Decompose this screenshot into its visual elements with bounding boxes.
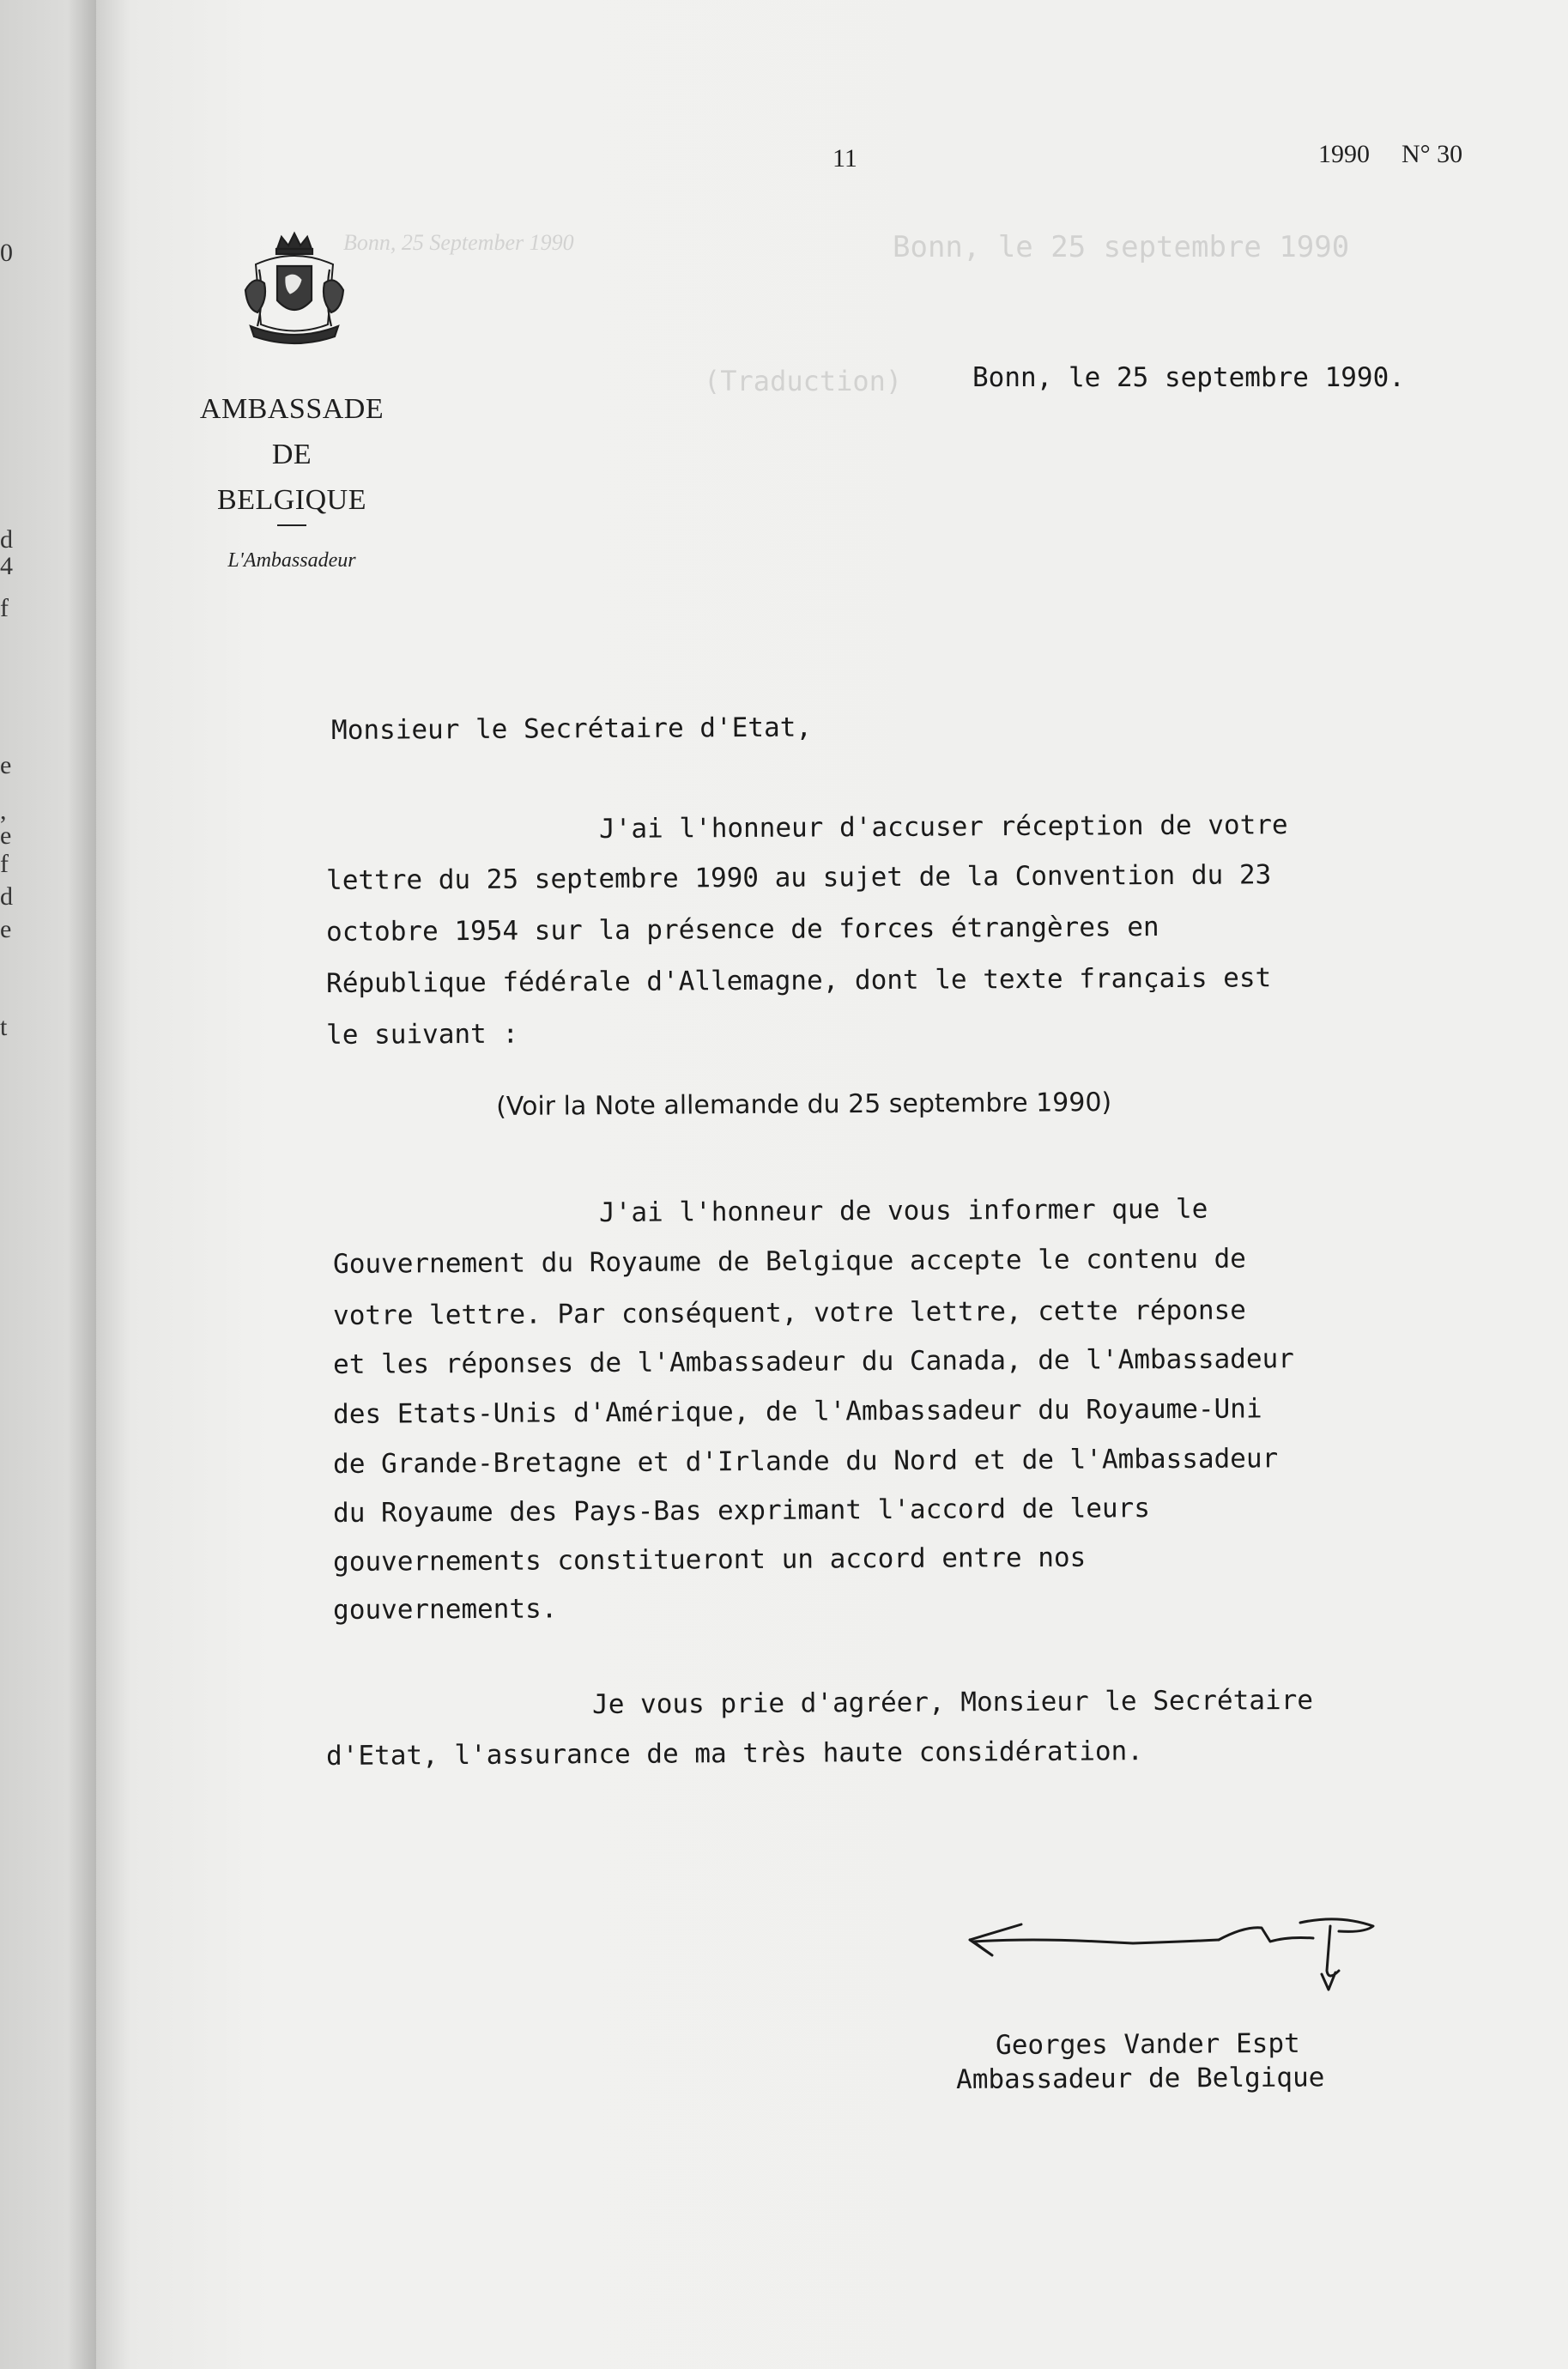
letterhead-subtitle: L'Ambassadeur	[227, 549, 356, 572]
closing-line: d'Etat, l'assurance de ma très haute considération.	[326, 1736, 1144, 1772]
margin-fragment: f	[0, 850, 9, 878]
letterhead-line-1: AMBASSADE	[199, 393, 384, 425]
letterhead-divider	[277, 524, 306, 526]
margin-fragment: t	[0, 1013, 8, 1041]
paragraph-2-line: des Etats-Unis d'Amérique, de l'Ambassadeur du Royaume-Uni	[333, 1393, 1262, 1430]
bleed-through-heading: (Traduction)	[704, 365, 903, 397]
bleed-through-date: Bonn, le 25 septembre 1990	[893, 230, 1350, 264]
document-year: 1990	[1318, 140, 1370, 168]
letter-date: Bonn, le 25 septembre 1990.	[972, 362, 1405, 393]
margin-fragment: 0	[0, 239, 13, 267]
margin-fragment: e	[0, 915, 12, 943]
handwritten-signature	[961, 1888, 1408, 2000]
paragraph-2-line: Gouvernement du Royaume de Belgique accepte le contenu de	[333, 1243, 1247, 1280]
signatory-name: Georges Vander Espt	[996, 2027, 1300, 2061]
paragraph-2-line: du Royaume des Pays-Bas exprimant l'accord de leurs	[333, 1493, 1151, 1529]
paragraph-2-line: gouvernements constitueront un accord entre nos	[333, 1542, 1087, 1578]
margin-fragment: e	[0, 821, 12, 850]
paragraph-1-line: République fédérale d'Allemagne, dont le texte français est	[326, 962, 1272, 999]
letter-page	[96, 0, 1568, 2369]
paragraph-2-line: J'ai l'honneur de vous informer que le	[599, 1193, 1208, 1228]
document-number: N° 30	[1402, 140, 1463, 168]
letterhead-line-3: BELGIQUE	[217, 484, 366, 516]
paragraph-1-line: J'ai l'honneur d'accuser réception de votre	[599, 809, 1288, 845]
margin-fragment: 4	[0, 552, 13, 580]
margin-fragment: ,	[0, 797, 7, 825]
margin-fragment: e	[0, 751, 12, 779]
paragraph-2-line: votre lettre. Par conséquent, votre lettre, cette réponse	[333, 1294, 1247, 1331]
closing-line: Je vous prie d'agréer, Monsieur le Secrétaire	[592, 1684, 1314, 1720]
margin-fragment: f	[0, 594, 9, 622]
page-number: 11	[832, 144, 857, 173]
margin-fragment: d	[0, 882, 13, 911]
margin-fragment: d	[0, 525, 13, 554]
paragraph-1-line: lettre du 25 septembre 1990 au sujet de la Convention du 23	[326, 859, 1272, 896]
paragraph-1-line: octobre 1954 sur la présence de forces étrangères en	[326, 912, 1159, 948]
letterhead	[180, 386, 403, 536]
letterhead-line-2: DE	[271, 439, 312, 470]
paragraph-2-line: et les réponses de l'Ambassadeur du Canada, de l'Ambassadeur	[333, 1343, 1295, 1380]
adjacent-page-edge	[0, 0, 96, 2369]
paragraph-2-line: de Grande-Bretagne et d'Irlande du Nord et de l'Ambassadeur	[333, 1443, 1279, 1480]
belgian-coat-of-arms-icon	[239, 230, 350, 350]
signatory-title: Ambassadeur de Belgique	[956, 2062, 1325, 2095]
paragraph-1-line: le suivant :	[326, 1018, 519, 1051]
note-reference: (Voir la Note allemande du 25 septembre 1990)	[496, 1087, 1112, 1122]
bleed-through-date-serif: Bonn, 25 September 1990	[343, 230, 574, 255]
salutation: Monsieur le Secrétaire d'Etat,	[331, 712, 813, 746]
paragraph-2-line: gouvernements.	[333, 1593, 558, 1626]
